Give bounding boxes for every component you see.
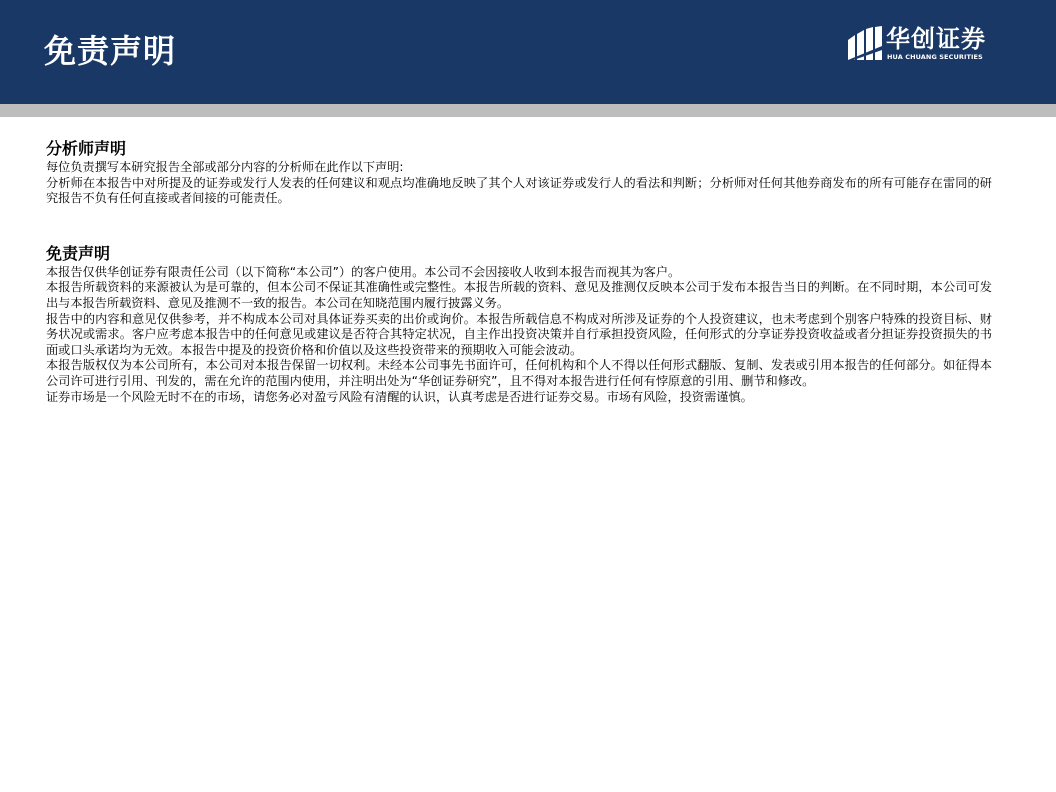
analyst-statement-section <box>46 138 992 207</box>
section-heading: 免责声明 <box>46 243 111 263</box>
logo-chinese-name: 华创证券 <box>886 25 986 53</box>
disclaimer-content <box>46 138 992 405</box>
paragraph: 本报告版权仅为本公司所有，本公司对本报告保留一切权利。未经本公司事先书面许可，任何机构和个人不得以任何形式翻版、复制、发表或引用本报告的任何部分。如征得本公司许可进行引用、刊发的，需在允许的范围内使用，并注明出处为“华创证券研究”，且不得对本报告进行任何有悖原意的引用、删节和修改。 <box>46 358 992 388</box>
logo-english-name: HUA CHUANG SECURITIES <box>887 53 983 61</box>
page-title: 免责声明 <box>44 32 177 70</box>
header-bar <box>0 0 1056 104</box>
paragraph: 每位负责撰写本研究报告全部或部分内容的分析师在此作以下声明: <box>46 160 404 174</box>
section-spacer <box>46 207 992 243</box>
paragraph: 分析师在本报告中对所提及的证券或发行人发表的任何建议和观点均准确地反映了其个人对该证券或发行人的看法和判断；分析师对任何其他券商发布的所有可能存在雷同的研究报告不负有任何直接或者间接的可能责任。 <box>46 175 992 206</box>
header-divider <box>0 104 1056 117</box>
disclaimer-section <box>46 243 992 405</box>
section-heading: 分析师声明 <box>46 139 127 158</box>
paragraph: 本报告所载资料的来源被认为是可靠的，但本公司不保证其准确性或完整性。本报告所载的资料、意见及推测仅反映本公司于发布本报告当日的判断。在不同时期，本公司可发出与本报告所载资料、意见及推测不一致的报告。本公司在知晓范围内履行披露义务。 <box>46 280 992 310</box>
paragraph: 报告中的内容和意见仅供参考，并不构成本公司对具体证券买卖的出价或询价。本报告所载信息不构成对所涉及证券的个人投资建议，也未考虑到个别客户特殊的投资目标、财务状况或需求。客户应考虑本报告中的任何意见或建议是否符合其特定状况，自主作出投资决策并自行承担投资风险，任何形式的分享证券投资收益或者分担证券投资损失的书面或口头承诺均为无效。本报告中提及的投资价格和价值以及这些投资带来的预期收入可能会波动。 <box>46 311 992 357</box>
paragraph: 本报告仅供华创证券有限责任公司（以下简称“本公司”）的客户使用。本公司不会因接收人收到本报告而视其为客户。 <box>46 264 681 279</box>
paragraph: 证券市场是一个风险无时不在的市场，请您务必对盈亏风险有清醒的认识，认真考虑是否进行证券交易。市场有风险，投资需谨慎。 <box>46 389 753 404</box>
company-logo <box>846 24 996 64</box>
logo-mark-icon <box>846 26 884 62</box>
